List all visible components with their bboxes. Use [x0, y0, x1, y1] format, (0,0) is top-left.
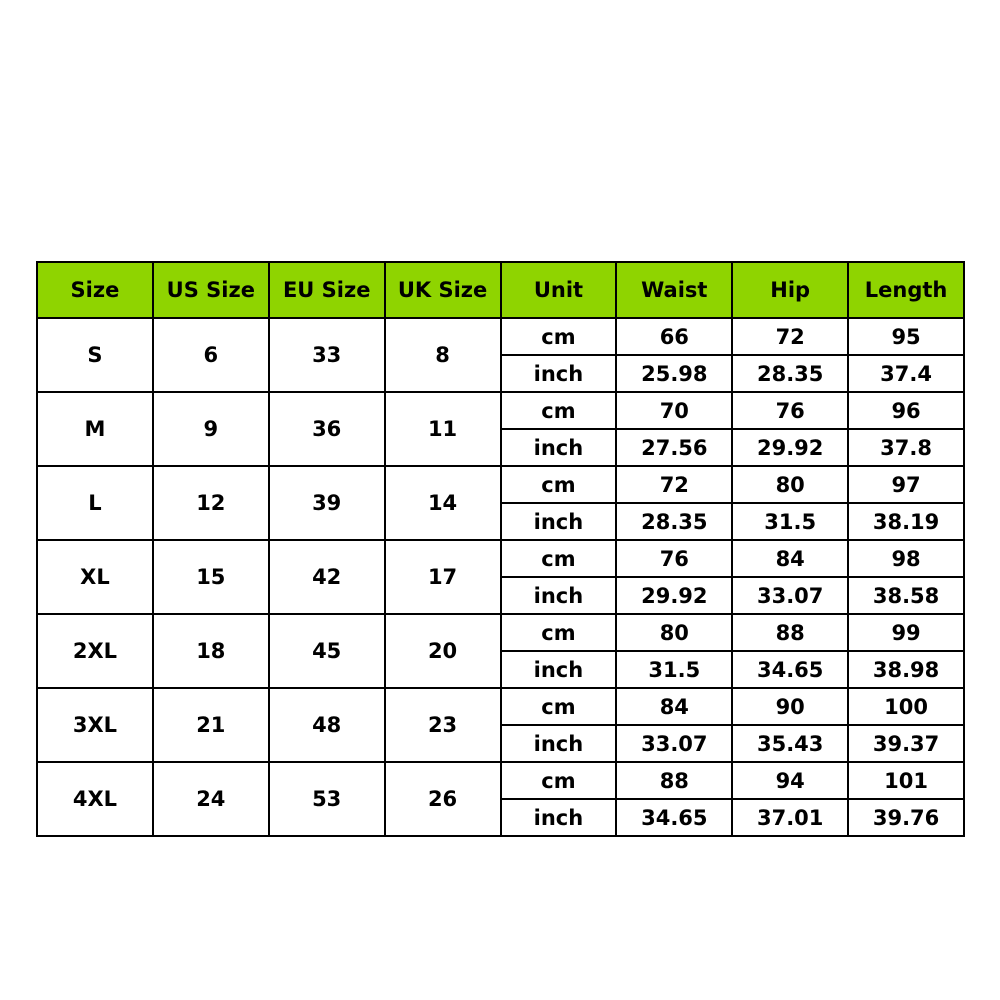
cell-hip: 31.5	[732, 503, 848, 540]
cell-uk-size: 17	[385, 540, 501, 614]
header-waist: Waist	[616, 262, 732, 318]
cell-eu-size: 48	[269, 688, 385, 762]
cell-waist: 76	[616, 540, 732, 577]
table-row-cm	[37, 762, 964, 799]
cell-us-size: 9	[153, 392, 269, 466]
cell-hip: 88	[732, 614, 848, 651]
cell-unit: cm	[501, 466, 617, 503]
cell-waist: 27.56	[616, 429, 732, 466]
cell-size: 4XL	[37, 762, 153, 836]
cell-waist: 88	[616, 762, 732, 799]
cell-length: 38.98	[848, 651, 964, 688]
cell-hip: 37.01	[732, 799, 848, 836]
cell-waist: 80	[616, 614, 732, 651]
cell-length: 96	[848, 392, 964, 429]
cell-waist: 29.92	[616, 577, 732, 614]
table-row-cm	[37, 688, 964, 725]
cell-size: XL	[37, 540, 153, 614]
cell-uk-size: 26	[385, 762, 501, 836]
cell-hip: 35.43	[732, 725, 848, 762]
cell-unit: inch	[501, 503, 617, 540]
header-uk-size: UK Size	[385, 262, 501, 318]
table-row-cm	[37, 466, 964, 503]
cell-unit: cm	[501, 540, 617, 577]
cell-hip: 28.35	[732, 355, 848, 392]
cell-waist: 28.35	[616, 503, 732, 540]
cell-length: 99	[848, 614, 964, 651]
cell-waist: 72	[616, 466, 732, 503]
cell-hip: 33.07	[732, 577, 848, 614]
cell-hip: 90	[732, 688, 848, 725]
cell-hip: 94	[732, 762, 848, 799]
cell-uk-size: 11	[385, 392, 501, 466]
header-us-size: US Size	[153, 262, 269, 318]
cell-us-size: 21	[153, 688, 269, 762]
cell-us-size: 18	[153, 614, 269, 688]
cell-hip: 34.65	[732, 651, 848, 688]
header-hip: Hip	[732, 262, 848, 318]
cell-unit: cm	[501, 318, 617, 355]
cell-length: 37.8	[848, 429, 964, 466]
size-chart-body	[37, 318, 964, 836]
cell-unit: inch	[501, 429, 617, 466]
cell-size: 2XL	[37, 614, 153, 688]
cell-unit: inch	[501, 577, 617, 614]
size-chart-header	[37, 262, 964, 318]
cell-uk-size: 20	[385, 614, 501, 688]
cell-hip: 72	[732, 318, 848, 355]
cell-unit: cm	[501, 614, 617, 651]
cell-unit: inch	[501, 799, 617, 836]
cell-unit: cm	[501, 762, 617, 799]
cell-size: M	[37, 392, 153, 466]
table-row-cm	[37, 614, 964, 651]
cell-us-size: 24	[153, 762, 269, 836]
header-length: Length	[848, 262, 964, 318]
header-size: Size	[37, 262, 153, 318]
header-eu-size: EU Size	[269, 262, 385, 318]
cell-unit: inch	[501, 355, 617, 392]
cell-size: L	[37, 466, 153, 540]
cell-waist: 33.07	[616, 725, 732, 762]
cell-waist: 31.5	[616, 651, 732, 688]
cell-uk-size: 8	[385, 318, 501, 392]
cell-unit: inch	[501, 651, 617, 688]
cell-us-size: 12	[153, 466, 269, 540]
cell-unit: cm	[501, 688, 617, 725]
cell-size: 3XL	[37, 688, 153, 762]
cell-hip: 80	[732, 466, 848, 503]
cell-size: S	[37, 318, 153, 392]
cell-length: 95	[848, 318, 964, 355]
cell-hip: 29.92	[732, 429, 848, 466]
cell-eu-size: 39	[269, 466, 385, 540]
cell-hip: 84	[732, 540, 848, 577]
cell-length: 39.76	[848, 799, 964, 836]
cell-length: 38.58	[848, 577, 964, 614]
cell-length: 39.37	[848, 725, 964, 762]
cell-length: 98	[848, 540, 964, 577]
cell-waist: 25.98	[616, 355, 732, 392]
cell-us-size: 15	[153, 540, 269, 614]
size-chart-table	[36, 261, 965, 837]
cell-length: 97	[848, 466, 964, 503]
header-row	[37, 262, 964, 318]
cell-eu-size: 33	[269, 318, 385, 392]
cell-uk-size: 23	[385, 688, 501, 762]
cell-unit: inch	[501, 725, 617, 762]
table-row-cm	[37, 318, 964, 355]
cell-waist: 66	[616, 318, 732, 355]
cell-us-size: 6	[153, 318, 269, 392]
cell-length: 38.19	[848, 503, 964, 540]
table-row-cm	[37, 392, 964, 429]
cell-eu-size: 36	[269, 392, 385, 466]
cell-hip: 76	[732, 392, 848, 429]
header-unit: Unit	[501, 262, 617, 318]
cell-length: 37.4	[848, 355, 964, 392]
cell-eu-size: 42	[269, 540, 385, 614]
cell-unit: cm	[501, 392, 617, 429]
cell-eu-size: 53	[269, 762, 385, 836]
cell-waist: 84	[616, 688, 732, 725]
cell-length: 100	[848, 688, 964, 725]
cell-eu-size: 45	[269, 614, 385, 688]
cell-waist: 34.65	[616, 799, 732, 836]
cell-uk-size: 14	[385, 466, 501, 540]
cell-waist: 70	[616, 392, 732, 429]
cell-length: 101	[848, 762, 964, 799]
table-row-cm	[37, 540, 964, 577]
